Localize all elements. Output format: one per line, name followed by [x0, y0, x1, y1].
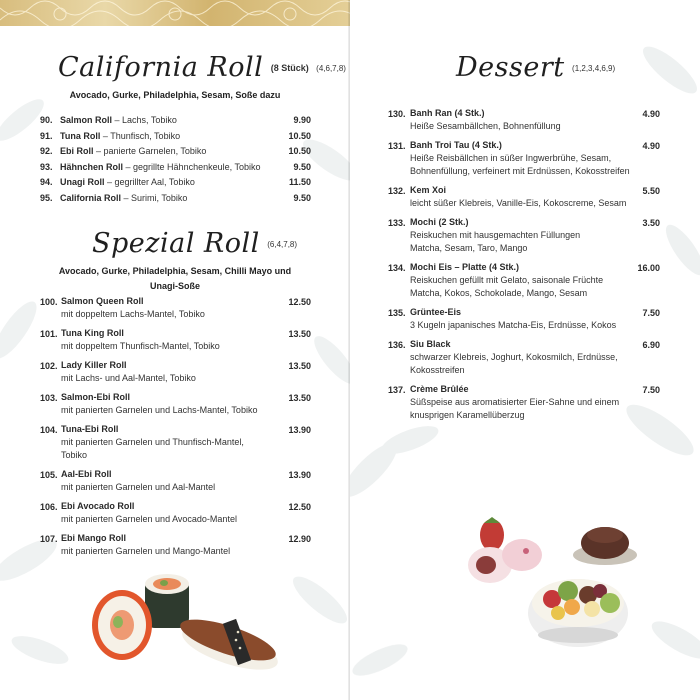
item-body: [60, 113, 177, 127]
menu-item: [388, 216, 660, 261]
item-number: 103.: [40, 393, 58, 403]
item-description: – Lachs, Tobiko: [114, 115, 177, 125]
menu-item: [40, 327, 311, 359]
item-name: California Roll: [60, 192, 122, 203]
item-price: 4.90: [642, 141, 660, 151]
item-description: – gegrillter Aal, Tobiko: [107, 177, 195, 187]
item-name: Lady Killer Roll: [61, 360, 127, 370]
item-body: [61, 295, 205, 321]
item-body: [60, 160, 260, 174]
california-roll-list: [40, 113, 311, 206]
dessert-title: Dessert: [456, 52, 565, 83]
spezial-roll-heading: [92, 228, 297, 259]
item-body: [410, 306, 616, 332]
item-price: 16.00: [637, 263, 660, 273]
item-description: – Surimi, Tobiko: [123, 192, 188, 203]
sushi-roll-illustration: [90, 570, 290, 680]
item-description: Tobiko: [61, 450, 88, 460]
item-number: 132.: [388, 186, 406, 196]
menu-item: [40, 113, 311, 129]
item-number: 95.: [40, 192, 53, 203]
item-number: 102.: [40, 361, 58, 371]
item-name: Hähnchen Roll: [60, 161, 124, 172]
item-name: Siu Black: [410, 339, 451, 349]
item-body: [61, 423, 244, 462]
dessert-allergens: (1,2,3,4,6,9): [572, 64, 616, 73]
item-price: 12.50: [288, 297, 311, 307]
menu-item: [388, 261, 660, 306]
item-description: mit panierten Garnelen und Lachs-Mantel, Tobiko: [61, 405, 258, 415]
item-number: 94.: [40, 177, 53, 187]
item-price: 11.50: [288, 177, 311, 187]
california-roll-title: California Roll: [58, 52, 264, 83]
menu-item: [40, 175, 311, 191]
item-name: Crème Brûlée: [410, 384, 469, 394]
spezial-roll-list: [40, 295, 311, 564]
item-body: [60, 191, 187, 205]
item-description: knusprigen Karamellüberzug: [410, 410, 525, 420]
dessert-heading: [456, 52, 615, 83]
item-price: 3.50: [642, 218, 660, 228]
item-description: mit panierten Garnelen und Avocado-Mantel: [61, 514, 237, 524]
california-roll-count: (8 Stück): [270, 63, 309, 73]
item-price: 7.50: [642, 385, 660, 395]
item-number: 101.: [40, 329, 58, 339]
item-number: 135.: [388, 308, 406, 318]
item-name: Ebi Roll: [60, 146, 94, 156]
item-price: 4.90: [642, 109, 660, 119]
item-price: 13.50: [288, 393, 311, 403]
item-description: Süßspeise aus aromatisierter Eier-Sahne und einem: [410, 397, 620, 407]
item-name: Ebi Avocado Roll: [61, 501, 135, 511]
menu-item: [40, 532, 311, 564]
item-number: 130.: [388, 109, 406, 119]
dessert-list: [388, 107, 660, 428]
item-body: [61, 500, 237, 526]
menu-item: [40, 391, 311, 423]
item-number: 90.: [40, 115, 53, 125]
item-name: Kem Xoi: [410, 185, 447, 195]
item-description: Kokosstreifen: [410, 365, 465, 375]
item-description: schwarzer Klebreis, Joghurt, Kokosmilch, Erdnüsse,: [410, 352, 618, 362]
menu-item: [40, 191, 311, 207]
item-description: – gegrillte Hähnchenkeule, Tobiko: [125, 161, 261, 172]
item-price: 13.90: [288, 470, 311, 480]
item-body: [410, 184, 626, 210]
menu-item: [388, 184, 660, 216]
item-description: mit doppeltem Thunfisch-Mantel, Tobiko: [61, 341, 220, 351]
item-description: – panierte Garnelen, Tobiko: [96, 146, 207, 156]
item-number: 91.: [40, 130, 53, 141]
item-number: 106.: [40, 502, 58, 512]
menu-item: [388, 139, 660, 184]
spezial-subtitle-line-1: Avocado, Gurke, Philadelphia, Sesam, Chilli Mayo und: [58, 266, 292, 276]
item-description: Heiße Sesambällchen, Bohnenfüllung: [410, 121, 561, 131]
menu-item: [40, 295, 311, 327]
item-description: Bohnenfüllung, verfeinert mit Erdnüssen, Kokosstreifen: [410, 166, 630, 176]
item-body: [61, 327, 220, 353]
item-description: 3 Kugeln japanisches Matcha-Eis, Erdnüsse, Kokos: [410, 320, 617, 330]
item-price: 13.50: [288, 361, 311, 371]
menu-item: [388, 338, 660, 383]
item-body: [61, 391, 257, 417]
item-number: 136.: [388, 340, 406, 350]
item-body: [61, 359, 196, 385]
menu-item: [40, 144, 311, 160]
item-body: [410, 107, 561, 133]
item-name: Aal-Ebi Roll: [61, 469, 112, 479]
menu-item: [40, 500, 311, 532]
right-page: [350, 0, 700, 700]
item-price: 13.50: [288, 329, 311, 339]
item-name: Salmon Roll: [60, 115, 113, 125]
item-name: Mochi Eis – Platte (4 Stk.): [410, 262, 520, 272]
item-number: 131.: [388, 141, 406, 151]
item-description: mit panierten Garnelen und Mango-Mantel: [61, 546, 231, 556]
california-roll-heading: [58, 52, 346, 83]
item-price: 9.50: [293, 161, 311, 172]
item-price: 6.90: [642, 340, 660, 350]
item-number: 104.: [40, 425, 58, 435]
item-description: mit Lachs- und Aal-Mantel, Tobiko: [61, 373, 196, 383]
item-name: Banh Troi Tau (4 Stk.): [410, 140, 502, 150]
item-body: [61, 532, 230, 558]
menu-item: [40, 129, 311, 145]
gold-ornament-band: [0, 0, 350, 26]
item-price: 12.90: [288, 534, 311, 544]
item-body: [60, 129, 180, 143]
item-number: 137.: [388, 385, 406, 395]
item-description: Reiskuchen gefüllt mit Gelato, saisonale Früchte: [410, 275, 604, 285]
item-price: 7.50: [642, 308, 660, 318]
item-body: [61, 468, 215, 494]
item-price: 12.50: [288, 502, 311, 512]
item-description: Matcha, Sesam, Taro, Mango: [410, 243, 528, 253]
item-name: Banh Ran (4 Stk.): [410, 108, 485, 118]
item-price: 9.90: [293, 115, 311, 125]
item-body: [410, 261, 603, 300]
item-number: 93.: [40, 161, 53, 172]
item-name: Salmon Queen Roll: [61, 296, 144, 306]
item-body: [60, 144, 206, 158]
spezial-roll-subtitle: [40, 264, 310, 294]
california-roll-subtitle: Avocado, Gurke, Philadelphia, Sesam, Soße dazu: [69, 90, 281, 100]
item-price: 10.50: [288, 146, 311, 156]
item-description: – Thunfisch, Tobiko: [102, 130, 181, 141]
item-number: 92.: [40, 146, 53, 156]
item-number: 100.: [40, 297, 58, 307]
item-description: Matcha, Kokos, Schokolade, Mango, Sesam: [410, 288, 588, 298]
item-number: 133.: [388, 218, 406, 228]
item-price: 10.50: [288, 130, 311, 141]
item-description: mit panierten Garnelen und Thunfisch-Mantel,: [61, 437, 244, 447]
item-name: Tuna Roll: [60, 130, 101, 141]
menu-item: [388, 107, 660, 139]
item-name: Tuna King Roll: [61, 328, 124, 338]
item-body: [410, 383, 619, 422]
item-name: Ebi Mango Roll: [61, 533, 126, 543]
california-roll-allergens: (4,6,7,8): [316, 64, 346, 73]
item-number: 105.: [40, 470, 58, 480]
spezial-roll-title: Spezial Roll: [92, 228, 260, 259]
menu-item: [388, 383, 660, 428]
item-body: [60, 175, 195, 189]
item-body: [410, 338, 618, 377]
item-description: mit doppeltem Lachs-Mantel, Tobiko: [61, 309, 205, 319]
dessert-illustration: [460, 495, 640, 665]
item-name: Grüntee-Eis: [410, 307, 462, 317]
menu-item: [388, 306, 660, 338]
item-name: Mochi (2 Stk.): [410, 217, 469, 227]
item-description: leicht süßer Klebreis, Vanille-Eis, Kokoscreme, Sesam: [410, 198, 627, 208]
item-name: Salmon-Ebi Roll: [61, 392, 131, 402]
menu-item: [40, 359, 311, 391]
item-body: [410, 139, 630, 178]
item-body: [410, 216, 580, 255]
item-description: mit panierten Garnelen und Aal-Mantel: [61, 482, 216, 492]
item-price: 5.50: [642, 186, 660, 196]
item-description: Reiskuchen mit hausgemachten Füllungen: [410, 230, 581, 240]
item-price: 9.50: [293, 192, 311, 203]
spezial-subtitle-line-2: Unagi-Soße: [149, 281, 200, 291]
menu-item: [40, 468, 311, 500]
item-name: Unagi Roll: [60, 177, 105, 187]
menu-item: [40, 160, 311, 176]
item-description: Heiße Reisbällchen in süßer Ingwerbrühe, Sesam,: [410, 153, 612, 163]
item-name: Tuna-Ebi Roll: [61, 424, 119, 434]
item-price: 13.90: [288, 425, 311, 435]
menu-item: [40, 423, 311, 468]
spezial-roll-allergens: (6,4,7,8): [267, 240, 298, 249]
item-number: 107.: [40, 534, 58, 544]
item-number: 134.: [388, 263, 406, 273]
